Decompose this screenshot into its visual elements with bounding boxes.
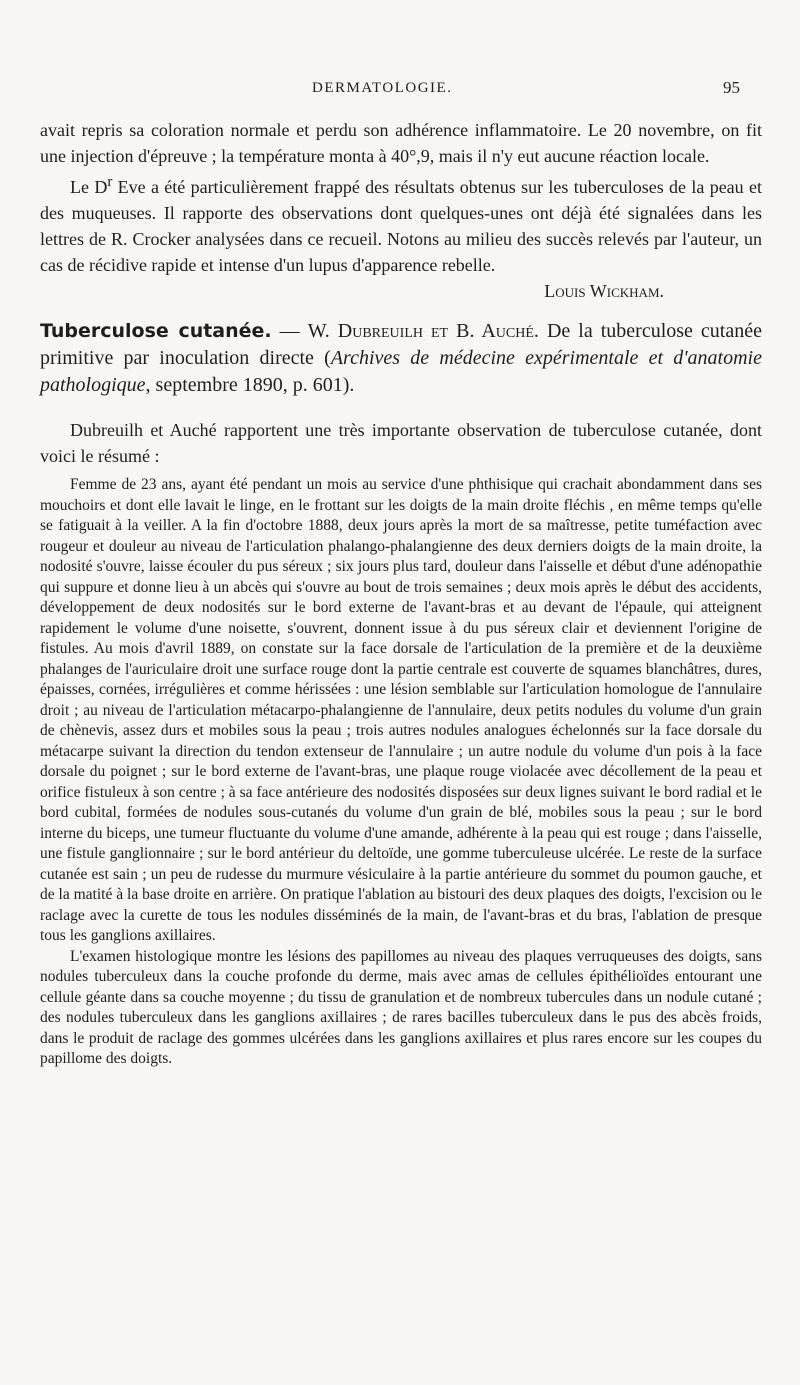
paragraph-eve-text: Eve a été particulièrement frappé des résultats obtenus sur les tuberculoses de la peau et des muqueuses. Il rapporte des observations dont quelques-unes ont déjà été signalées dans les lettres de R. Crocker analysées dans ce recueil. Notons au milieu des succès relevés par l'auteur, un cas de récidive rapide et intense d'un lupus d'apparence rebelle. <box>40 177 762 275</box>
section-authors: W. Dubreuilh et B. Auché. <box>307 320 539 342</box>
histology-summary: L'examen histologique montre les lésions des papillomes au niveau des plaques verruqueuses des doigts, sans nodules tuberculeux dans la couche profonde du derme, mais avec amas de cellules épithélioïdes entourant une cellule géante dans sa couche moyenne ; du tissu de granulation et de nombreux tubercules dans un nodule cutané ; des nodules tuberculeux dans les ganglions axillaires ; de rares bacilles tuberculeux dans le pus des abcès froids, dans le produit de raclage des gommes ulcérées dans les ganglions axillaires et plus rares encore sur les coupes du papillome des doigts. <box>40 947 762 1067</box>
paragraph-eve-start: Le D <box>70 177 108 197</box>
page-body <box>40 117 762 1070</box>
section-intro: Dubreuilh et Auché rapportent une très importante observation de tuberculose cutanée, dont voici le résumé : <box>40 420 762 466</box>
doctor-superscript: r <box>107 174 113 190</box>
page-number: 95 <box>723 78 740 97</box>
running-head: DERMATOLOGIE. <box>312 80 453 96</box>
paragraph-eve <box>40 169 762 278</box>
section-journal: Archives de médecine expérimentale et d'anatomie pathologique <box>40 347 762 396</box>
section-reference: , septembre 1890, p. 601). <box>145 374 355 396</box>
section-heading <box>40 318 762 399</box>
section-dash: — <box>271 320 308 342</box>
section-subtitle: De la tuberculose cutanée primitive par inoculation directe ( <box>40 320 762 369</box>
section-title: Tuberculose cutanée. <box>40 320 272 342</box>
case-summary: Femme de 23 ans, ayant été pendant un mois au service d'une phthisique qui crachait abondamment dans ses mouchoirs et dont elle lavait le linge, en le frottant sur les doigts de la main droite fléchis , en même temps qu'elle se fatiguait à la veiller. A la fin d'octobre 1888, deux jours après la mort de sa maîtresse, petite tuméfaction avec rougeur et douleur au niveau de l'articulation phalango-phalangienne des deux derniers doigts de la main droite, la nodosité s'ouvre, laisse écouler du pus séreux ; six jours plus tard, douleur dans l'aisselle et début d'une adénopathie qui suppure et donne lieu à un abcès qui s'ouvre au bout de trois semaines ; deux mois après le début des accidents, développement de deux nodosités sur le bord externe de l'avant-bras et au devant de l'épaule, qui atteignent rapidement le volume d'une noisette, s'ouvrent, donnent issue à du pus séreux clair et deviennent l'origine de fistules. Au mois d'avril 1889, on constate sur la face dorsale de l'articulation de la première et de la deuxième phalanges de l'auriculaire droit une surface rouge dont la partie centrale est couverte de squames blanchâtres, dures, épaisses, cornées, irrégulières et comme hérissées : une lésion semblable sur l'articulation homologue de l'annulaire droit ; au niveau de l'articulation métacarpo-phalangienne de l'annulaire, deux petits nodules du volume d'un grain de chènevis, assez durs et mobiles sous la peau ; trois autres nodules analogues échelonnés sur la face dorsale du métacarpe suivant la direction du tendon extenseur de l'annulaire ; un autre nodule du volume d'un pois à la face dorsale du poignet ; sur le bord externe de l'avant-bras, une plaque rouge violacée avec décollement de la peau et orifice fistuleux à son centre ; à sa face antérieure des nodosités disposées sur deux lignes suivant le bord radial et le bord cubital, formées de nodules sous-cutanés du volume d'un grain de blé, mobiles sous la peau ; sur le bord interne du biceps, une tumeur fluctuante du volume d'une amande, adhérente à la peau qui est rouge ; dans l'aisselle, une fistule ganglionnaire ; sur le bord antérieur du deltoïde, une gomme tuberculeuse ulcérée. Le reste de la surface cutanée est sain ; un peu de rudesse du murmure vésiculaire à la partie antérieure du sommet du poumon gauche, et de la matité à la base droite en arrière. On pratique l'ablation au bistouri des deux plaques des doigts, l'excision ou le raclage avec la curette de tous les nodules disséminés de la main, de l'avant-bras et du bras, l'ablation de presque tous les ganglions axillaires. <box>40 476 762 944</box>
signature: Louis Wickham. <box>544 281 664 301</box>
paragraph-continued: avait repris sa coloration normale et perdu son adhérence inflammatoire. Le 20 novembre, on fit une injection d'épreuve ; la température monta à 40°,9, mais il n'y eut aucune réaction locale. <box>40 120 762 166</box>
